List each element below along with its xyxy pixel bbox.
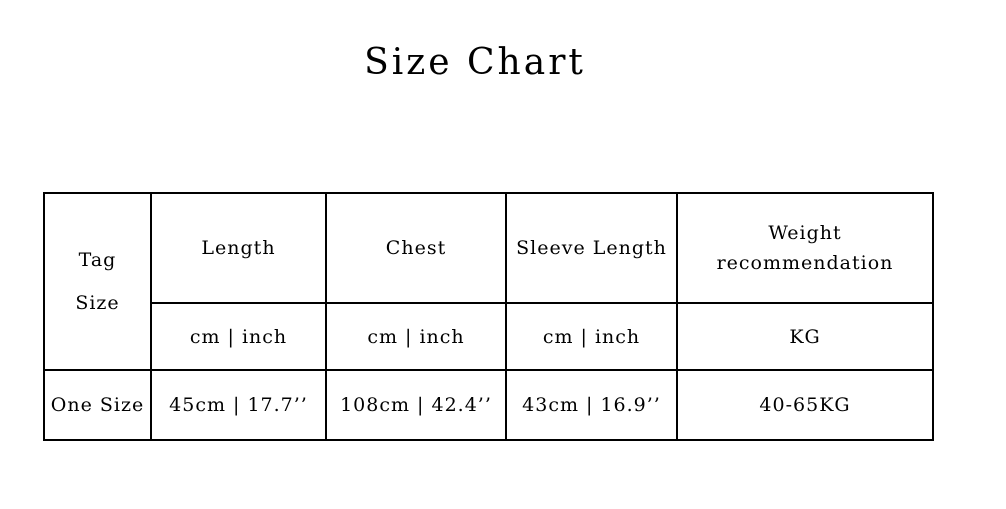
subheader-cell-chest-units: cm | inch: [326, 303, 506, 370]
header-cell-tag-size: [44, 193, 151, 370]
cell-length-value: 45cm | 17.7’’: [151, 370, 326, 440]
header-cell-weight-recommendation: Weight recommendation: [677, 193, 933, 303]
cell-weight-value: 40-65KG: [677, 370, 933, 440]
tag-size-label-line1: Tag: [78, 248, 117, 271]
subheader-cell-sleeve-units: cm | inch: [506, 303, 677, 370]
cell-chest-value: 108cm | 42.4’’: [326, 370, 506, 440]
header-row-1: [44, 193, 933, 303]
header-row-2: [44, 303, 933, 370]
cell-sleeve-length-value: 43cm | 16.9’’: [506, 370, 677, 440]
page-title: Size Chart: [364, 42, 586, 83]
tag-size-label-line2: Size: [75, 291, 120, 314]
table-row: [44, 370, 933, 440]
subheader-cell-length-units: cm | inch: [151, 303, 326, 370]
subheader-cell-weight-units: KG: [677, 303, 933, 370]
cell-tag-size-value: One Size: [44, 370, 151, 440]
size-table: [43, 192, 934, 441]
header-cell-chest: Chest: [326, 193, 506, 303]
header-cell-sleeve-length: Sleeve Length: [506, 193, 677, 303]
header-cell-length: Length: [151, 193, 326, 303]
